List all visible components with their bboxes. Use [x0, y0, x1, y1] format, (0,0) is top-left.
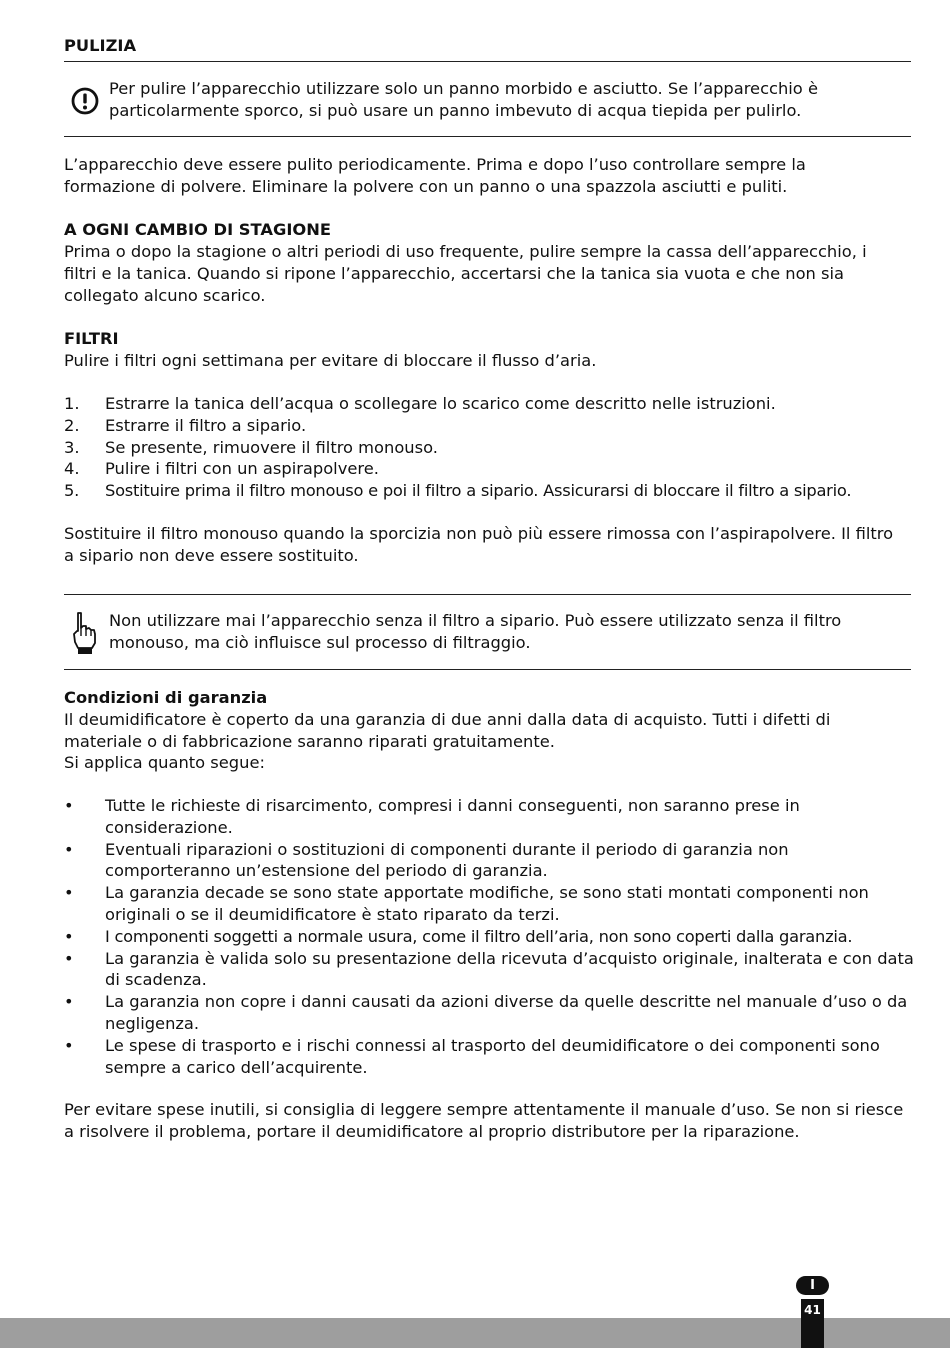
- garanzia-closing: Per evitare spese inutili, si consiglia di leggere sempre attentamente il manuale d’uso. Se non si riesce a risolvere il problema, portare il deumidificatore al proprio distributore per la riparazione.: [64, 1100, 904, 1141]
- step-text: Pulire i filtri con un aspirapolvere.: [105, 459, 379, 479]
- bullet: •: [64, 796, 74, 815]
- bullet: •: [64, 948, 74, 968]
- step-number: 1.: [64, 394, 80, 413]
- list-item: [64, 458, 914, 480]
- list-item: [64, 926, 914, 948]
- bullet: •: [64, 926, 74, 946]
- list-item: [64, 948, 914, 992]
- list-item: [64, 415, 914, 437]
- section-title-garanzia: Condizioni di garanzia: [64, 688, 268, 707]
- list-item: [64, 882, 914, 926]
- filtri-steps-list: [64, 393, 914, 502]
- step-text: Estrarre il filtro a sipario.: [105, 415, 307, 435]
- condition-text: Eventuali riparazioni o sostituzioni di componenti durante il periodo di garanzia non comporteranno un’estensione del periodo di garanzia.: [105, 839, 789, 881]
- list-item: [64, 480, 914, 502]
- list-item: [64, 393, 914, 415]
- step-text: Se presente, rimuovere il filtro monouso.: [105, 437, 438, 457]
- divider: [64, 61, 911, 62]
- condition-text: Tutte le richieste di risarcimento, compresi i danni conseguenti, non saranno prese in considerazione.: [105, 796, 800, 837]
- section-title-stagione: A OGNI CAMBIO DI STAGIONE: [64, 220, 331, 239]
- divider: [64, 136, 911, 137]
- bullet: •: [64, 992, 74, 1012]
- bullet: •: [64, 883, 74, 903]
- condition-text: I componenti soggetti a normale usura, come il filtro dell’aria, non sono coperti dalla garanzia.: [105, 926, 853, 946]
- step-text: Sostituire prima il filtro monouso e poi il filtro a sipario. Assicurarsi di bloccare il filtro a sipario.: [105, 481, 852, 501]
- exclamation-circle-icon: [70, 86, 100, 116]
- condition-text: La garanzia non copre i danni causati da azioni diverse da quelle descritte nel manuale d’uso o da negligenza.: [105, 992, 908, 1033]
- note-text: Non utilizzare mai l’apparecchio senza il filtro a sipario. Può essere utilizzato senza il filtro monouso, ma ciò influisce sul processo di filtraggio.: [109, 611, 842, 652]
- caution-text: Per pulire l’apparecchio utilizzare solo un panno morbido e asciutto. Se l’apparecchio è particolarmente sporco, si può usare un panno imbevuto di acqua tiepida per pulirlo.: [109, 79, 818, 120]
- pointing-hand-icon: [70, 610, 98, 656]
- divider: [64, 594, 911, 595]
- divider: [64, 669, 911, 670]
- section-title-filtri: FILTRI: [64, 329, 119, 348]
- bullet: •: [64, 839, 74, 859]
- step-number: 3.: [64, 437, 80, 457]
- step-number: 4.: [64, 459, 80, 479]
- list-item: [64, 437, 914, 459]
- garanzia-conditions-list: [64, 795, 914, 1078]
- pulizia-body: L’apparecchio deve essere pulito periodicamente. Prima e dopo l’uso controllare sempre la formazione di polvere. Eliminare la polvere con un panno o una spazzola asciutti e puliti.: [64, 155, 806, 196]
- garanzia-intro: Il deumidificatore è coperto da una garanzia di due anni dalla data di acquisto. Tutti i difetti di materiale o di fabbricazione saranno riparati gratuitamente.: [64, 710, 831, 751]
- garanzia-applies: Si applica quanto segue:: [64, 753, 265, 772]
- condition-text: La garanzia decade se sono state apportate modifiche, se sono stati montati componenti non originali o se il deumidificatore è stato riparato da terzi.: [105, 883, 869, 924]
- step-number: 2.: [64, 415, 80, 435]
- list-item: [64, 839, 914, 883]
- language-badge: I: [796, 1276, 829, 1295]
- step-text: Estrarre la tanica dell’acqua o scollegare lo scarico come descritto nelle istruzioni.: [105, 394, 776, 413]
- section-title-pulizia: PULIZIA: [64, 36, 137, 55]
- list-item: [64, 795, 914, 839]
- filtri-intro: Pulire i filtri ogni settimana per evitare di bloccare il flusso d’aria.: [64, 351, 597, 370]
- list-item: [64, 991, 914, 1035]
- bullet: •: [64, 1035, 74, 1055]
- condition-text: Le spese di trasporto e i rischi connessi al trasporto del deumidificatore o dei componenti sono sempre a carico dell’acquirente.: [105, 1035, 880, 1077]
- stagione-body: Prima o dopo la stagione o altri periodi di uso frequente, pulire sempre la cassa dell’apparecchio, i filtri e la tanica. Quando si ripone l’apparecchio, accertarsi che la tanica sia vuota e che non sia collegato alcuno scarico.: [64, 242, 867, 305]
- filtri-outro: Sostituire il filtro monouso quando la sporcizia non può più essere rimossa con l’aspirapolvere. Il filtro a sipario non deve essere sostituito.: [64, 524, 894, 565]
- list-item: [64, 1035, 914, 1079]
- condition-text: La garanzia è valida solo su presentazione della ricevuta d’acquisto originale, inalterata e con data di scadenza.: [105, 948, 914, 990]
- step-number: 5.: [64, 481, 80, 501]
- page-number: 41: [801, 1299, 824, 1348]
